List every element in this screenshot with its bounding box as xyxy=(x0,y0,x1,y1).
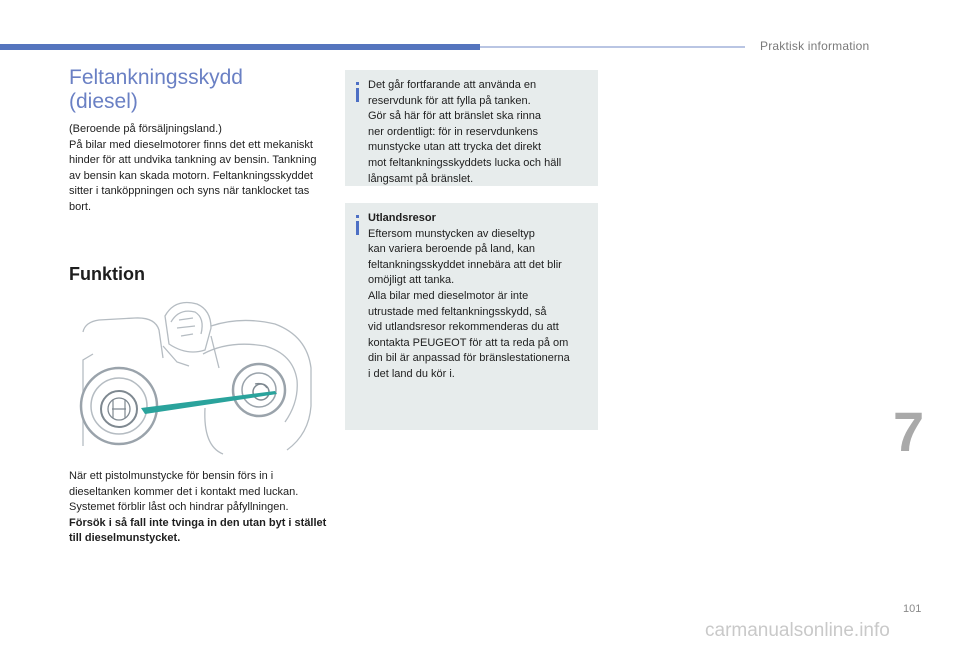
fuel-filler-illustration xyxy=(79,296,315,456)
watermark: carmanualsonline.info xyxy=(705,620,890,641)
page-number: 101 xyxy=(903,603,922,615)
note-title: Utlandsresor xyxy=(368,212,436,224)
chapter-number: 7 xyxy=(893,400,925,463)
funktion-description xyxy=(69,469,331,547)
note-text: Det går fortfarande att använda en reservdunk för att fylla på tanken. Gör så här för att bränslet ska rinna ner ordentligt: för in reservdunkens munstycke utan att trycka det direkt mot feltankningsskyddets lucka och häll långsamt på bränslet. xyxy=(368,79,562,185)
info-icon xyxy=(354,82,362,102)
intro-qualifier: (Beroende på försäljningsland.) xyxy=(69,123,222,135)
header-bar-dark xyxy=(0,44,480,50)
note-box-travel-abroad xyxy=(345,203,598,430)
funktion-warning: Försök i så fall inte tvinga in den utan byt i stället till dieselmunstycket. xyxy=(69,516,327,545)
section-header: Praktisk information xyxy=(760,39,870,53)
header-bar-light xyxy=(480,46,745,48)
section-title-funktion: Funktion xyxy=(69,264,145,284)
funktion-text: När ett pistolmunstycke för bensin förs in i dieseltanken kommer det i kontakt med luckan. Systemet förblir låst och hindrar påfyllningen. xyxy=(69,470,299,514)
info-icon xyxy=(354,215,362,235)
page-title: Feltankningsskydd (diesel) xyxy=(69,66,243,113)
note-text: Eftersom munstycken av dieseltyp kan variera beroende på land, kan feltankningsskyddet innebära att det blir omöjligt att tanka. Alla bilar med dieselmotor är inte utrustade med feltankningsskydd, så vid utlandsresor rekommenderas du att kontakta PEUGEOT för att ta reda på om din bil är anpassad för bränslestationerna i det land du kör i. xyxy=(368,227,570,380)
note-box-reserve-can xyxy=(345,70,598,186)
intro-body: På bilar med dieselmotorer finns det ett mekaniskt hinder för att undvika tankning av bensin. Tankning av bensin kan skada motorn. Feltankningsskyddet sitter i tanköppningen och syns när tanklocket tas bort. xyxy=(69,138,317,213)
intro-text xyxy=(69,122,329,216)
